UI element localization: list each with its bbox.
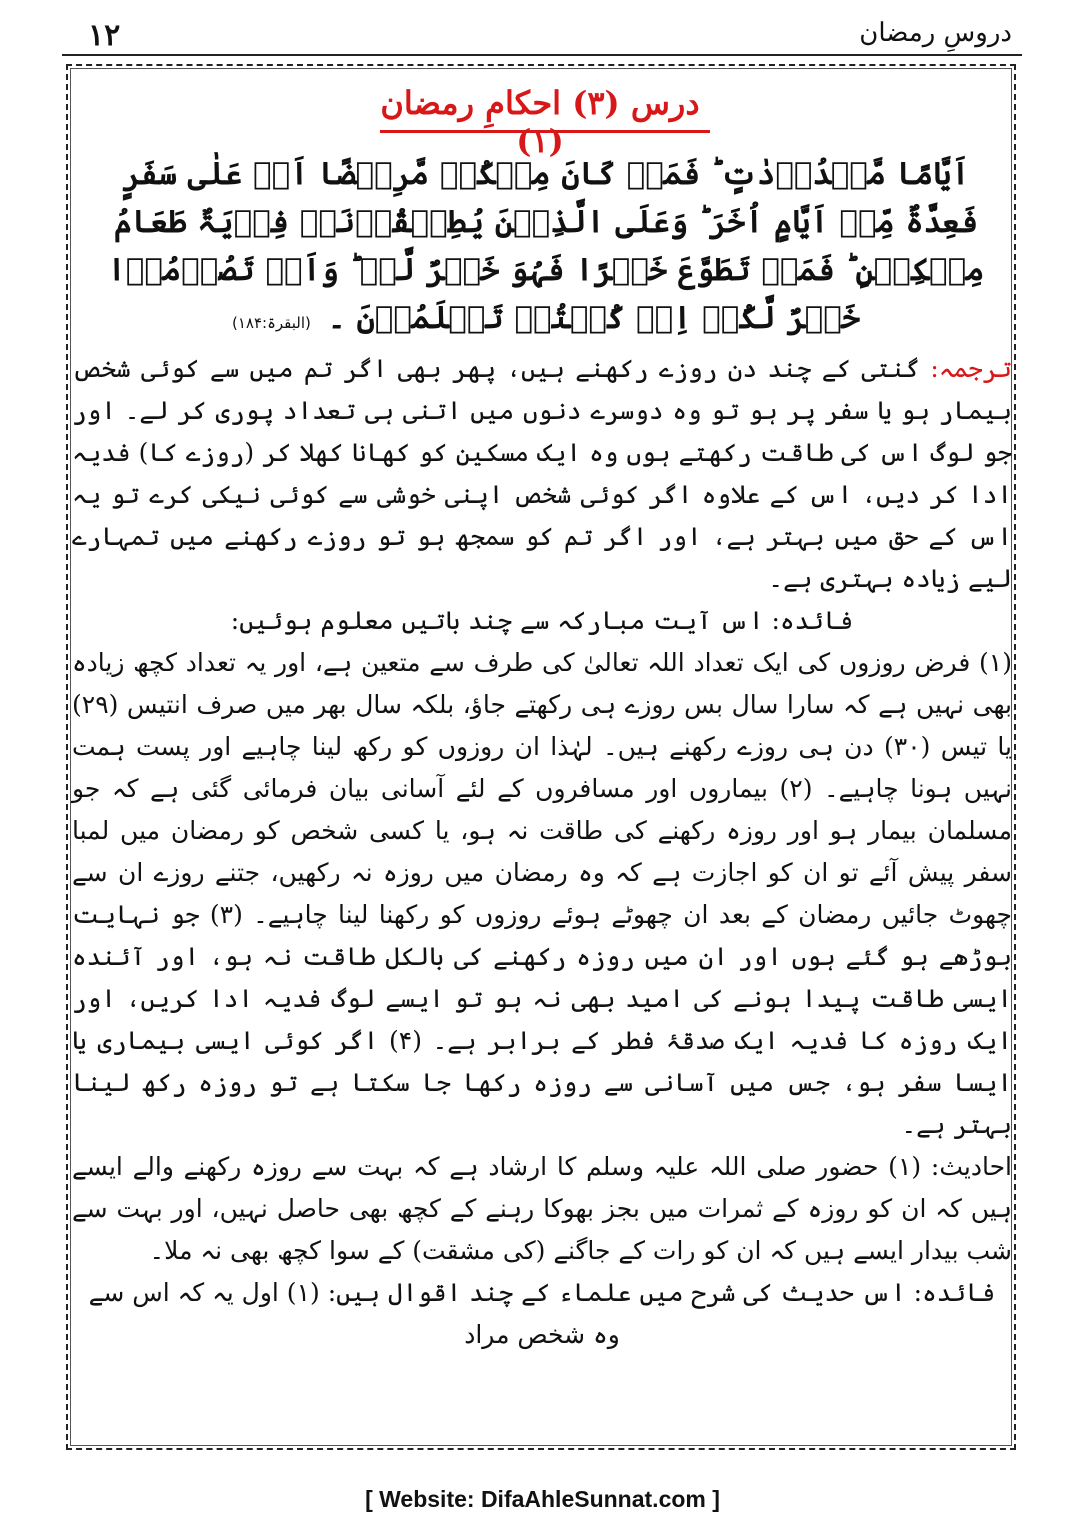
translation-label: ترجمہ: — [930, 354, 1012, 383]
website-footer: [ Website: DifaAhleSunnat.com ] — [365, 1486, 720, 1512]
benefit-two — [72, 1272, 1012, 1356]
page-number: ۱۲ — [88, 18, 121, 53]
hadith-label: احادیث: — [930, 1152, 1012, 1181]
hadith-text: (۱) حضور صلی اللہ علیہ وسلم کا ارشاد ہے کہ بہت سے روزہ رکھنے والے ایسے ہیں کہ ان کو روزہ کے ثمرات میں بجز بھوکا رہنے کے کچھ بھی حاصل نہیں، اور بہت سے شب بیدار ایسے ہیں کہ ان کو رات کے جاگنے (کی مشقت) کے سوا کچھ بھی نہ ملا۔ — [72, 1152, 1012, 1265]
running-title: دروسِ رمضان — [859, 18, 1012, 48]
page-header — [62, 14, 1022, 54]
translation-paragraph — [72, 348, 1012, 600]
quran-verse — [86, 150, 1006, 347]
main-body — [72, 348, 1012, 1356]
points-paragraph: (۱) فرض روزوں کی ایک تعداد اللہ تعالیٰ کی طرف سے متعین ہے، اور یہ تعداد کچھ زیادہ بھی نہیں ہے کہ سارا سال بس روزے ہی رکھتے جاؤ، بلکہ سال بھر میں صرف انتیس (۲۹) یا تیس (۳۰) دن ہی روزے رکھنے ہیں۔ لہٰذا ان روزوں کو رکھ لینا چاہیے اور پست ہمت نہیں ہونا چاہیے۔ (۲) بیماروں اور مسافروں کے لئے آسانی بیان فرمائی گئی ہے کہ جو مسلمان بیمار ہو اور روزہ رکھنے کی طاقت نہ ہو، یا کسی شخص کو رمضان میں لمبا سفر پیش آئے تو ان کو اجازت ہے کہ وہ رمضان میں روزہ نہ رکھیں، جتنے روزے ان سے چھوٹ جائیں رمضان کے بعد ان چھوٹے ہوئے روزوں کو رکھنا لینا چاہیے۔ (۳) جو نہایت بوڑھے ہو گئے ہوں اور ان میں روزہ رکھنے کی بالکل طاقت نہ ہو، اور آئندہ ایسی طاقت پیدا ہونے کی امید بھی نہ ہو تو ایسے لوگ فدیہ ادا کریں، اور ایک روزہ کا فدیہ ایک صدقۂ فطر کے برابر ہے۔ (۴) اگر کوئی ایسی بیماری یا ایسا سفر ہو، جس میں آسانی سے روزہ رکھا جا سکتا ہے تو روزہ رکھ لینا بہتر ہے۔ — [72, 648, 1013, 1139]
lesson-title-underline — [380, 130, 710, 133]
benefit-intro — [72, 600, 1012, 642]
translation-text: گنتی کے چند دن روزے رکھنے ہیں، پھر بھی اگر تم میں سے کوئی شخص بیمار ہو یا سفر پر ہو تو وہ دوسرے دنوں میں اتنی ہی تعداد پوری کر لے۔ اور جو لوگ اس کی طاقت رکھتے ہوں وہ ایک مسکین کو کھانا کھلا کر (روزے کا) فدیہ ادا کر دیں، اس کے علاوہ اگر کوئی شخص اپنی خوشی سے کوئی نیکی کرے تو یہ اس کے حق میں بہتر ہے، اور اگر تم کو سمجھ ہو تو روزے رکھنے میں تمہارے لیے زیادہ بہتری ہے۔ — [72, 354, 1012, 593]
benefit-two-label: فائدہ: — [913, 1278, 996, 1307]
lesson-title: درس (۳) احکامِ رمضان (۱) — [380, 84, 700, 160]
verse-text: اَیَّامًا مَّعۡدُوۡدٰتٍ ؕ فَمَنۡ کَانَ مِنۡکُمۡ مَّرِیۡضًا اَوۡ عَلٰی سَفَرٍ فَعِدَّۃٌ مِّنۡ اَیَّامٍ اُخَرَ ؕ وَعَلَی الَّذِیۡنَ یُطِیۡقُوۡنَہٗ فِدۡیَۃٌ طَعَامُ مِسۡکِیۡنٍ ؕ فَمَنۡ تَطَوَّعَ خَیۡرًا فَہُوَ خَیۡرٌ لَّہٗ ؕ وَاَنۡ تَصُوۡمُوۡا خَیۡرٌ لَّکُمۡ اِنۡ کُنۡتُمۡ تَعۡلَمُوۡنَ ۔ — [107, 156, 985, 336]
benefit-intro-text: اس آیت مبارکہ سے چند باتیں معلوم ہوئیں: — [230, 606, 764, 635]
verse-reference: (البقرۃ:۱۸۴) — [231, 314, 311, 332]
benefit-two-text: اس حدیث کی شرح میں علماء کے چند اقوال ہیں: (۱) اول یہ کہ اس سے وہ شخص مراد — [88, 1278, 906, 1349]
hadith-paragraph — [72, 1146, 1012, 1272]
benefit-intro-label: فائدہ: — [771, 606, 854, 635]
header-rule — [62, 54, 1022, 56]
